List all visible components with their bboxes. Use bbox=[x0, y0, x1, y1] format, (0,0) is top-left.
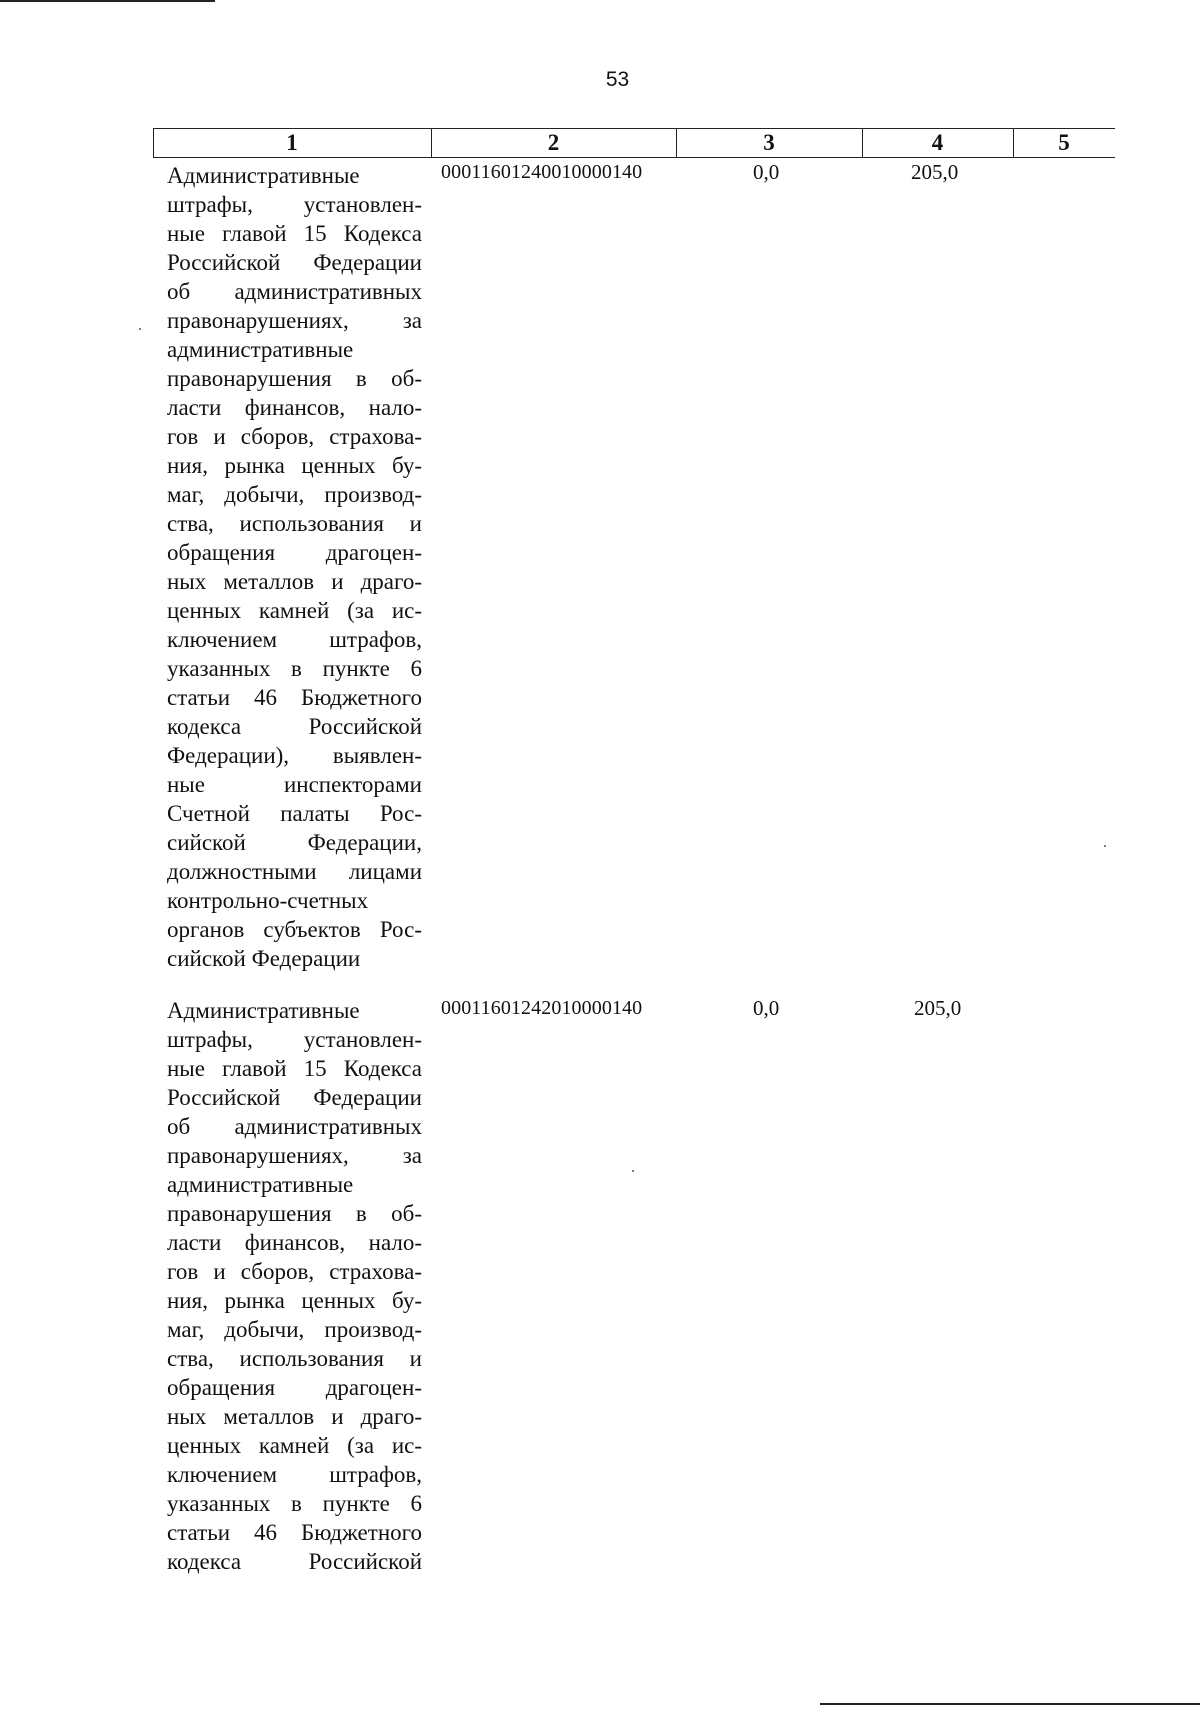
header-col-5: 5 bbox=[1058, 130, 1070, 155]
description-line: кодекса Российской bbox=[167, 1549, 422, 1574]
description-line: сийской Федерации bbox=[167, 946, 361, 971]
description-line: сийской Федерации, bbox=[167, 830, 422, 855]
description-line: органов субъектов Рос- bbox=[167, 917, 422, 942]
description-line: ценных камней (за ис- bbox=[167, 1433, 422, 1458]
description-line: штрафы, установлен- bbox=[167, 1027, 422, 1052]
description-line: ных металлов и драго- bbox=[167, 1404, 422, 1429]
description-line: Российской Федерации bbox=[167, 1085, 422, 1110]
description-line: об административных bbox=[167, 1114, 422, 1139]
header-col-1: 1 bbox=[286, 130, 298, 155]
scan-edge-line-bottom bbox=[820, 1703, 1200, 1705]
description-line: указанных в пункте 6 bbox=[167, 656, 422, 681]
description-line: ные главой 15 Кодекса bbox=[167, 221, 422, 246]
description-line: правонарушения в об- bbox=[167, 366, 422, 391]
description-line: правонарушениях, за bbox=[167, 1143, 422, 1168]
description-line: статьи 46 Бюджетного bbox=[167, 1520, 422, 1545]
description-line: об административных bbox=[167, 279, 422, 304]
description-line: кодекса Российской bbox=[167, 714, 422, 739]
row-value-col4: 205,0 bbox=[911, 160, 959, 184]
row-code: 00011601240010000140 bbox=[441, 161, 643, 183]
description-line: указанных в пункте 6 bbox=[167, 1491, 422, 1516]
description-line: ных металлов и драго- bbox=[167, 569, 422, 594]
description-line: Административные bbox=[167, 998, 360, 1023]
row-description bbox=[167, 996, 422, 1576]
description-line: ласти финансов, нало- bbox=[167, 1230, 422, 1255]
description-line: правонарушениях, за bbox=[167, 308, 422, 333]
scan-speck bbox=[139, 328, 141, 330]
description-line: ные главой 15 Кодекса bbox=[167, 1056, 422, 1081]
description-line: правонарушения в об- bbox=[167, 1201, 422, 1226]
row-description bbox=[167, 161, 422, 973]
row-code: 00011601242010000140 bbox=[441, 997, 643, 1019]
description-line: маг, добычи, производ- bbox=[167, 482, 422, 507]
description-line: обращения драгоцен- bbox=[167, 1375, 422, 1400]
description-line: ласти финансов, нало- bbox=[167, 395, 422, 420]
description-line: Российской Федерации bbox=[167, 250, 422, 275]
description-line: ния, рынка ценных бу- bbox=[167, 453, 422, 478]
description-line: ключением штрафов, bbox=[167, 627, 422, 652]
description-line: гов и сборов, страхова- bbox=[167, 1259, 422, 1284]
scan-speck bbox=[632, 1170, 634, 1172]
description-line: ценных камней (за ис- bbox=[167, 598, 422, 623]
description-line: ния, рынка ценных бу- bbox=[167, 1288, 422, 1313]
header-col-2: 2 bbox=[547, 130, 560, 155]
header-col-4: 4 bbox=[931, 130, 944, 155]
description-line: штрафы, установлен- bbox=[167, 192, 422, 217]
description-line: ства, использования и bbox=[167, 1346, 422, 1371]
row-value-col3: 0,0 bbox=[753, 160, 780, 184]
description-line: Счетной палаты Рос- bbox=[167, 801, 422, 826]
description-line: административные bbox=[167, 337, 354, 362]
description-line: ства, использования и bbox=[167, 511, 422, 536]
page-number: 53 bbox=[605, 68, 630, 91]
scan-edge-line-top bbox=[0, 0, 215, 2]
description-line: обращения драгоцен- bbox=[167, 540, 422, 565]
description-line: маг, добычи, производ- bbox=[167, 1317, 422, 1342]
header-col-3: 3 bbox=[763, 130, 775, 155]
description-line: Административные bbox=[167, 163, 360, 188]
description-line: ключением штрафов, bbox=[167, 1462, 422, 1487]
row-value-col3: 0,0 bbox=[753, 996, 780, 1020]
description-line: ные инспекторами bbox=[167, 772, 422, 797]
scan-speck bbox=[1104, 845, 1106, 847]
row-value-col4: 205,0 bbox=[914, 996, 962, 1020]
description-line: должностными лицами bbox=[167, 859, 422, 884]
description-line: административные bbox=[167, 1172, 354, 1197]
description-line: гов и сборов, страхова- bbox=[167, 424, 422, 449]
description-line: контрольно-счетных bbox=[167, 888, 369, 913]
description-line: статьи 46 Бюджетного bbox=[167, 685, 422, 710]
description-line: Федерации), выявлен- bbox=[167, 743, 422, 768]
